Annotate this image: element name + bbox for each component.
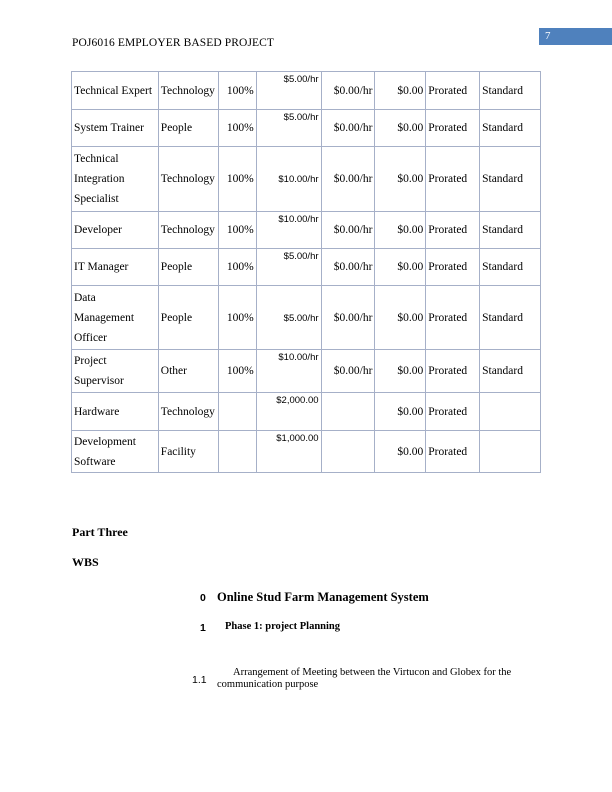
resource-name: Technical Expert (72, 72, 159, 110)
resource-cost-per-use: $0.00 (375, 431, 426, 473)
resource-max-units: 100% (218, 350, 256, 393)
resource-ovt-rate: $0.00/hr (321, 147, 375, 212)
resource-max-units: 100% (218, 72, 256, 110)
resource-cost-per-use: $0.00 (375, 393, 426, 431)
resource-calendar (480, 393, 541, 431)
resource-ovt-rate: $0.00/hr (321, 350, 375, 393)
resource-max-units: 100% (218, 147, 256, 212)
resource-calendar: Standard (480, 110, 541, 147)
resource-std-rate: $10.00/hr (256, 350, 321, 393)
table-row (72, 147, 541, 212)
table-row (72, 393, 541, 431)
resource-calendar: Standard (480, 286, 541, 350)
resource-accrue-at: Prorated (426, 212, 480, 249)
resource-accrue-at: Prorated (426, 431, 480, 473)
resource-name: Development Software (72, 431, 159, 473)
resource-type: Technology (158, 147, 218, 212)
resource-accrue-at: Prorated (426, 393, 480, 431)
resource-cost-per-use: $0.00 (375, 286, 426, 350)
resource-std-rate: $5.00/hr (256, 110, 321, 147)
resource-name: Hardware (72, 393, 159, 431)
resource-std-rate: $10.00/hr (256, 147, 321, 212)
resource-max-units: 100% (218, 249, 256, 286)
resource-calendar: Standard (480, 212, 541, 249)
resource-type: People (158, 110, 218, 147)
resource-type: Technology (158, 212, 218, 249)
page-number: 7 (539, 28, 612, 45)
resource-ovt-rate: $0.00/hr (321, 110, 375, 147)
resource-calendar: Standard (480, 249, 541, 286)
resource-name: Data Management Officer (72, 286, 159, 350)
wbs-item-title: Arrangement of Meeting between the Virtucon and Globex for the communication purpose (217, 667, 512, 690)
resource-calendar (480, 431, 541, 473)
resource-name: IT Manager (72, 249, 159, 286)
wbs-item-title: Phase 1: project Planning (225, 621, 341, 632)
section-heading-wbs: WBS (72, 555, 99, 569)
table-row (72, 431, 541, 473)
resource-ovt-rate: $0.00/hr (321, 212, 375, 249)
resource-std-rate: $5.00/hr (256, 249, 321, 286)
resource-calendar: Standard (480, 350, 541, 393)
resource-cost-per-use: $0.00 (375, 72, 426, 110)
resource-type: Other (158, 350, 218, 393)
resource-cost-per-use: $0.00 (375, 212, 426, 249)
resource-std-rate: $5.00/hr (256, 72, 321, 110)
resource-type: Facility (158, 431, 218, 473)
resource-name: Technical Integration Specialist (72, 147, 159, 212)
table-row (72, 286, 541, 350)
resource-cost-per-use: $0.00 (375, 110, 426, 147)
resource-name: System Trainer (72, 110, 159, 147)
resource-max-units: 100% (218, 286, 256, 350)
resource-std-rate: $5.00/hr (256, 286, 321, 350)
running-header: POJ6016 EMPLOYER BASED PROJECT (72, 37, 275, 49)
resource-accrue-at: Prorated (426, 249, 480, 286)
resource-ovt-rate: $0.00/hr (321, 249, 375, 286)
resource-std-rate: $10.00/hr (256, 212, 321, 249)
resource-accrue-at: Prorated (426, 350, 480, 393)
wbs-item-title: Online Stud Farm Management System (217, 590, 429, 604)
wbs-number: 1 (200, 622, 206, 634)
wbs-number: 0 (200, 592, 206, 604)
resource-std-rate: $2,000.00 (256, 393, 321, 431)
table-row (72, 249, 541, 286)
section-heading-part-three: Part Three (72, 525, 128, 539)
resource-table (71, 71, 541, 473)
resource-calendar: Standard (480, 147, 541, 212)
resource-type: Technology (158, 72, 218, 110)
resource-type: Technology (158, 393, 218, 431)
resource-calendar: Standard (480, 72, 541, 110)
wbs-number: 1.1 (192, 674, 207, 686)
resource-max-units (218, 431, 256, 473)
resource-accrue-at: Prorated (426, 110, 480, 147)
resource-ovt-rate: $0.00/hr (321, 286, 375, 350)
resource-max-units: 100% (218, 212, 256, 249)
resource-ovt-rate: $0.00/hr (321, 72, 375, 110)
table-row (72, 350, 541, 393)
resource-accrue-at: Prorated (426, 72, 480, 110)
table-row (72, 110, 541, 147)
table-row (72, 212, 541, 249)
resource-name: Project Supervisor (72, 350, 159, 393)
resource-ovt-rate (321, 393, 375, 431)
table-row (72, 72, 541, 110)
resource-cost-per-use: $0.00 (375, 350, 426, 393)
resource-type: People (158, 249, 218, 286)
resource-name: Developer (72, 212, 159, 249)
resource-cost-per-use: $0.00 (375, 147, 426, 212)
resource-std-rate: $1,000.00 (256, 431, 321, 473)
resource-cost-per-use: $0.00 (375, 249, 426, 286)
resource-accrue-at: Prorated (426, 286, 480, 350)
resource-max-units: 100% (218, 110, 256, 147)
resource-max-units (218, 393, 256, 431)
resource-ovt-rate (321, 431, 375, 473)
resource-type: People (158, 286, 218, 350)
resource-accrue-at: Prorated (426, 147, 480, 212)
